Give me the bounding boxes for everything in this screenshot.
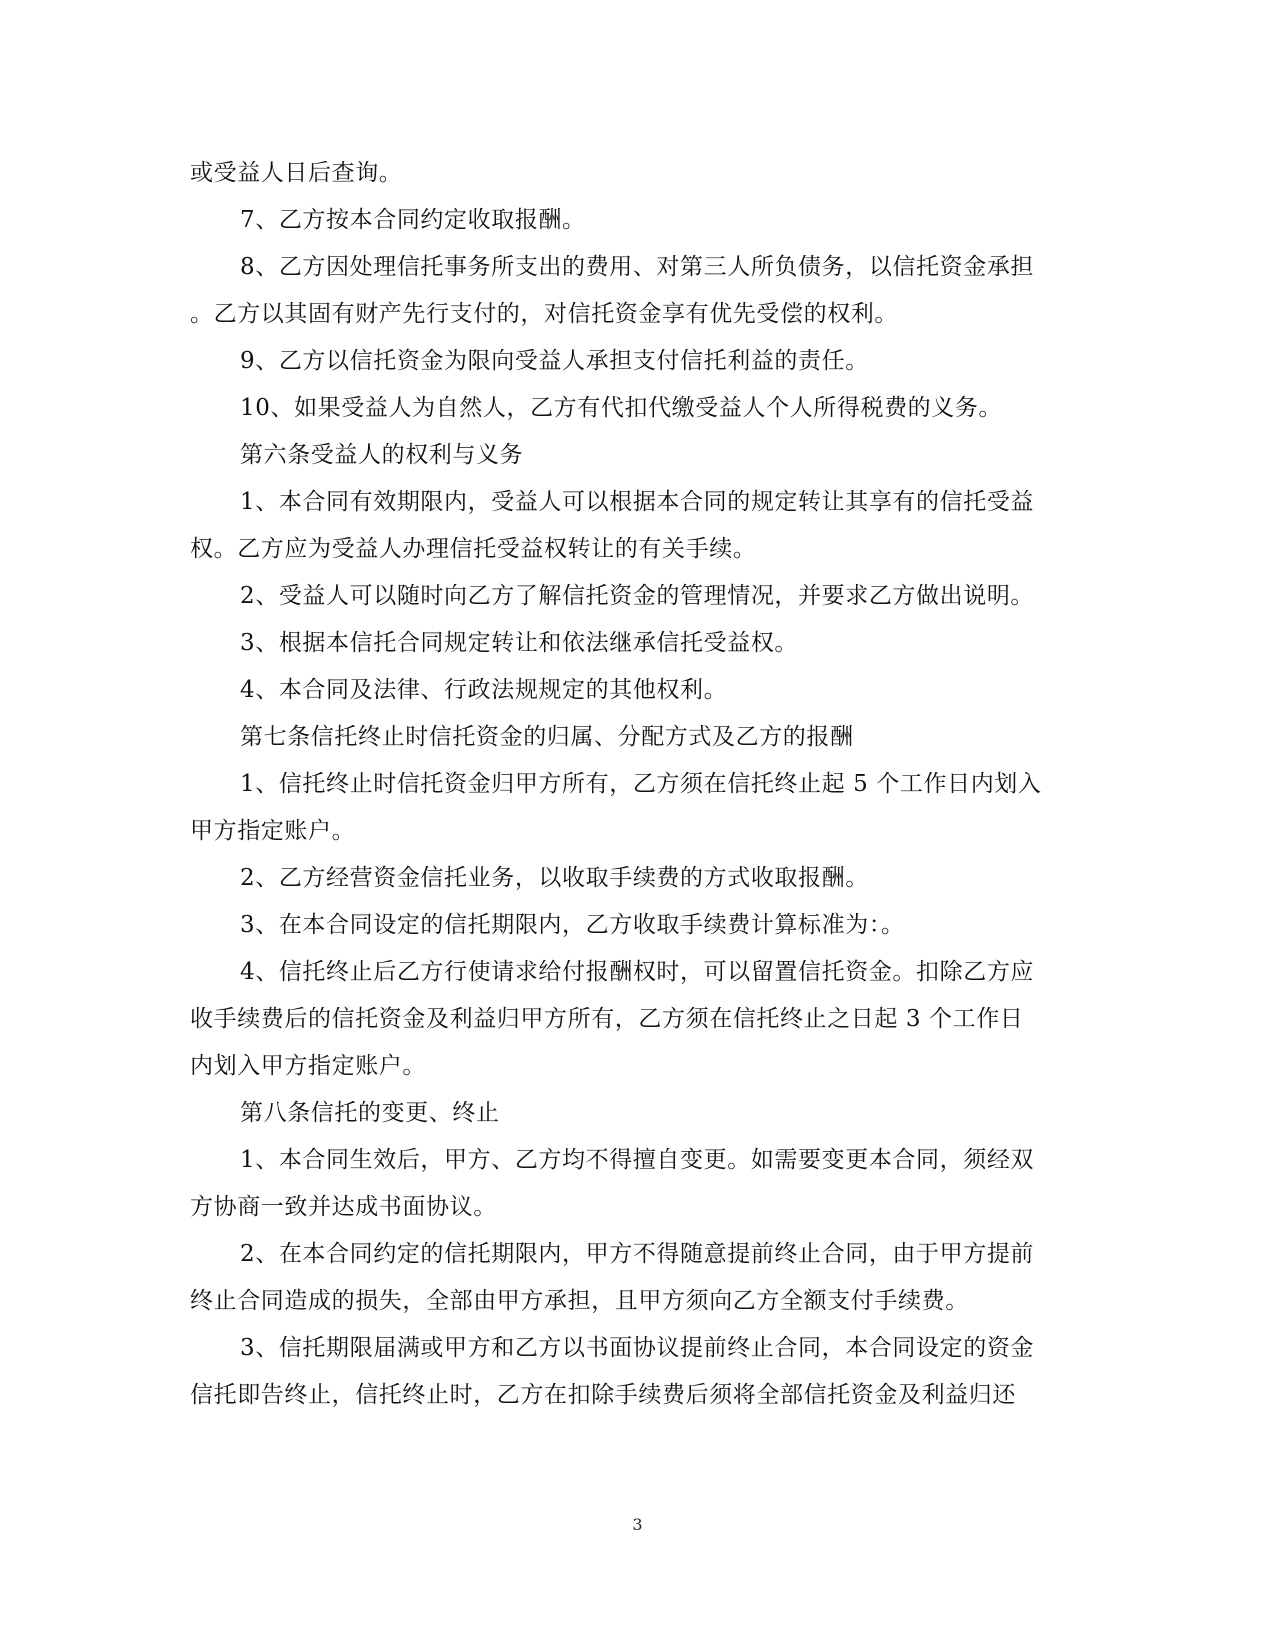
text-line: 收手续费后的信托资金及利益归甲方所有，乙方须在信托终止之日起 3 个工作日: [190, 1006, 1024, 1032]
text-line: 或受益人日后查询。: [190, 160, 403, 186]
text-line: 2、受益人可以随时向乙方了解信托资金的管理情况，并要求乙方做出说明。: [240, 583, 1035, 609]
text-line: 9、乙方以信托资金为限向受益人承担支付信托利益的责任。: [240, 348, 869, 374]
text-line: 2、乙方经营资金信托业务，以收取手续费的方式收取报酬。: [240, 865, 869, 891]
section-heading: 第六条受益人的权利与义务: [240, 442, 524, 468]
text-line: 10、如果受益人为自然人，乙方有代扣代缴受益人个人所得税费的义务。: [240, 395, 1003, 421]
section-heading: 第七条信托终止时信托资金的归属、分配方式及乙方的报酬: [240, 724, 854, 750]
text-line: 4、信托终止后乙方行使请求给付报酬权时，可以留置信托资金。扣除乙方应: [240, 959, 1035, 985]
text-line: 4、本合同及法律、行政法规规定的其他权利。: [240, 677, 728, 703]
text-line: 3、根据本信托合同规定转让和依法继承信托受益权。: [240, 630, 799, 656]
text-line: 1、本合同有效期限内，受益人可以根据本合同的规定转让其享有的信托受益: [240, 489, 1035, 515]
text-line: 3、在本合同设定的信托期限内，乙方收取手续费计算标准为：。: [240, 912, 905, 938]
text-line: 7、乙方按本合同约定收取报酬。: [240, 207, 586, 233]
page-number: 3: [632, 1515, 643, 1534]
text-line: 信托即告终止，信托终止时，乙方在扣除手续费后须将全部信托资金及利益归还: [190, 1382, 1016, 1408]
text-line: 甲方指定账户。: [190, 818, 356, 844]
text-line: 权。乙方应为受益人办理信托受益权转让的有关手续。: [190, 536, 757, 562]
text-line: 。乙方以其固有财产先行支付的，对信托资金享有优先受偿的权利。: [190, 301, 898, 327]
text-line: 终止合同造成的损失，全部由甲方承担，且甲方须向乙方全额支付手续费。: [190, 1288, 969, 1314]
text-line: 方协商一致并达成书面协议。: [190, 1194, 497, 1220]
text-line: 1、本合同生效后，甲方、乙方均不得擅自变更。如需要变更本合同，须经双: [240, 1147, 1035, 1173]
text-line: 3、信托期限届满或甲方和乙方以书面协议提前终止合同，本合同设定的资金: [240, 1335, 1035, 1361]
text-line: 内划入甲方指定账户。: [190, 1053, 426, 1079]
text-line: 2、在本合同约定的信托期限内，甲方不得随意提前终止合同，由于甲方提前: [240, 1241, 1035, 1267]
text-line: 8、乙方因处理信托事务所支出的费用、对第三人所负债务，以信托资金承担: [240, 254, 1035, 280]
text-line: 1、信托终止时信托资金归甲方所有，乙方须在信托终止起 5 个工作日内划入: [240, 771, 1042, 797]
section-heading: 第八条信托的变更、终止: [240, 1100, 500, 1126]
